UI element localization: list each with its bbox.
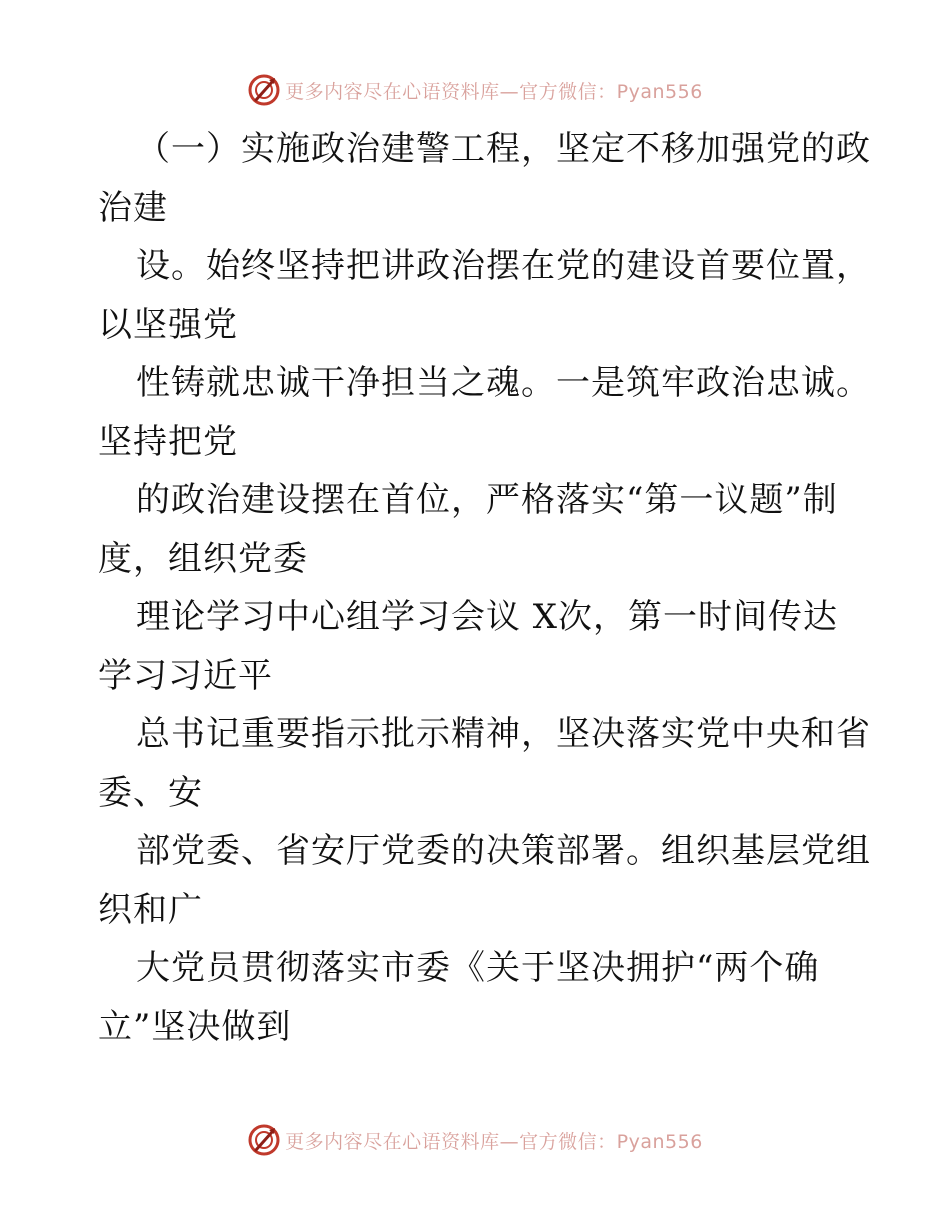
text-line: 总书记重要指示批示精神，坚决落实党中央和省 bbox=[136, 714, 871, 754]
text-line: 坚持把党 bbox=[98, 421, 238, 462]
text-line: 委、安 bbox=[98, 772, 203, 813]
watermark-footer bbox=[0, 1120, 950, 1160]
text-line: 设。始终坚持把讲政治摆在党的建设首要位置， bbox=[136, 246, 871, 286]
text-line: 治建 bbox=[98, 187, 168, 228]
text-line: 的政治建设摆在首位，严格落实“第一议题”制 bbox=[136, 480, 838, 520]
text-line: 理论学习中心组学习会议 X次，第一时间传达 bbox=[136, 597, 839, 637]
text-line: 性铸就忠诚干净担当之魂。一是筑牢政治忠诚。 bbox=[136, 363, 871, 403]
text-line: 度，组织党委 bbox=[98, 538, 308, 579]
text-line: 部党委、省安厅党委的决策部署。组织基层党组 bbox=[136, 831, 871, 871]
document-body bbox=[98, 120, 871, 1056]
watermark-text: 更多内容尽在心语资料库—官方微信：Pyan556 bbox=[285, 1130, 703, 1153]
watermark-header bbox=[0, 70, 950, 110]
text-line: 以坚强党 bbox=[98, 304, 238, 345]
text-line: （一）实施政治建警工程，坚定不移加强党的政 bbox=[136, 129, 871, 169]
text-line: 大党员贯彻落实市委《关于坚决拥护“两个确 bbox=[136, 948, 820, 988]
watermark-text: 更多内容尽在心语资料库—官方微信：Pyan556 bbox=[285, 80, 703, 103]
seal-logo-icon bbox=[247, 73, 281, 107]
text-line: 学习习近平 bbox=[98, 655, 273, 696]
text-line: 织和广 bbox=[98, 889, 203, 930]
text-line: 立”坚决做到 bbox=[98, 1006, 292, 1047]
seal-logo-icon bbox=[247, 1123, 281, 1157]
